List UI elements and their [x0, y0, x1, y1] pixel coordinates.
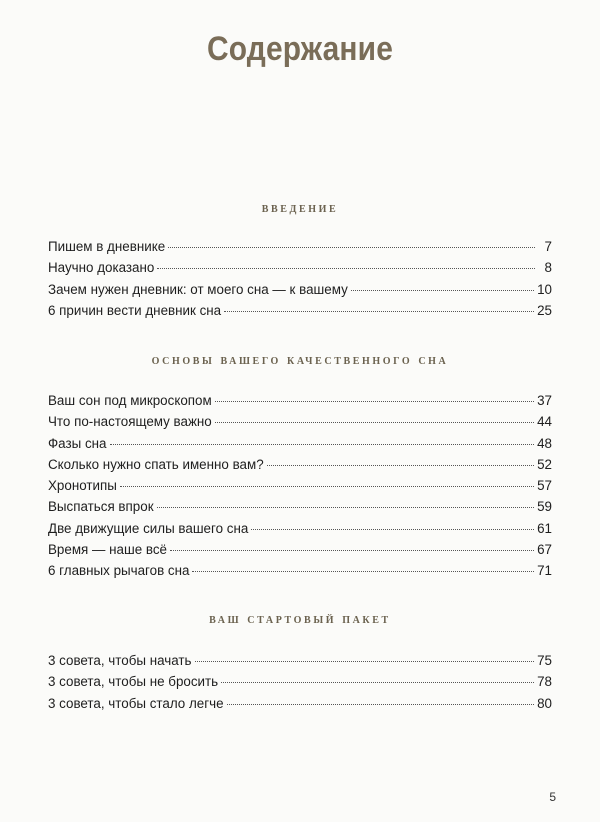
- section-heading: введение: [261, 201, 339, 216]
- toc-entry: [48, 411, 552, 432]
- toc-entry: [48, 475, 552, 496]
- toc-entry-title: Хронотипы: [48, 478, 117, 494]
- toc-entry-title: Сколько нужно спать именно вам?: [48, 456, 264, 472]
- toc-entry-title: 3 совета, чтобы не бросить: [48, 674, 219, 690]
- dot-leader: [215, 422, 534, 423]
- toc-entry: [48, 560, 552, 581]
- dot-leader: [251, 529, 534, 530]
- toc-entry-page: 61: [537, 520, 552, 536]
- toc-entry-page: 25: [537, 302, 552, 318]
- dot-leader: [267, 465, 534, 466]
- toc-entry: [48, 257, 552, 278]
- toc-entry-page: 78: [537, 674, 552, 690]
- toc-entry-title: Пишем в дневнике: [48, 239, 166, 254]
- toc-entry-page: 80: [537, 695, 552, 711]
- toc-entry-page: 10: [537, 281, 552, 297]
- toc-entry-title: 3 совета, чтобы стало легче: [48, 695, 224, 711]
- toc-entry-title: Фазы сна: [48, 435, 107, 451]
- toc-entry: [48, 433, 552, 454]
- toc-entry: [48, 279, 552, 300]
- toc-entry: [48, 454, 552, 475]
- dot-leader: [157, 507, 535, 508]
- dot-leader: [168, 247, 535, 248]
- dot-leader: [215, 401, 534, 402]
- dot-leader: [120, 486, 534, 487]
- toc-entry-title: Две движущие силы вашего сна: [48, 520, 249, 536]
- toc-entry-page: 37: [537, 393, 552, 408]
- toc-section-starter-pack: [48, 609, 552, 714]
- toc-entry: [48, 390, 552, 411]
- toc-entry-title: Ваш сон под микроскопом: [48, 393, 212, 408]
- dot-leader: [192, 571, 534, 572]
- toc-entry-title: 3 совета, чтобы начать: [48, 653, 192, 668]
- toc-entry-page: 52: [537, 456, 552, 472]
- toc-entry-page: 48: [537, 435, 552, 451]
- dot-leader: [227, 704, 535, 705]
- dot-leader: [170, 550, 534, 551]
- toc-section-introduction: [48, 198, 552, 321]
- toc-entry-title: 6 главных рычагов сна: [48, 563, 190, 579]
- toc-entry: [48, 518, 552, 539]
- toc-entry-page: 59: [537, 499, 552, 515]
- toc-entry-title: Что по-настоящему важно: [48, 414, 212, 430]
- toc-entry-page: 8: [544, 260, 552, 276]
- toc-entry-title: 6 причин вести дневник сна: [48, 302, 222, 318]
- dot-leader: [351, 290, 534, 291]
- toc-list: [48, 236, 552, 321]
- toc-section-basics: [48, 350, 552, 582]
- toc-entry-page: 44: [537, 414, 552, 430]
- toc-entry-title: Время — наше всё: [48, 542, 167, 558]
- dot-leader: [195, 661, 535, 662]
- dot-leader: [110, 444, 535, 445]
- toc-entry: [48, 300, 552, 321]
- toc-entry: [48, 539, 552, 560]
- toc-entry: [48, 693, 552, 714]
- toc-entry: [48, 671, 552, 692]
- dot-leader: [224, 311, 534, 312]
- dot-leader: [221, 682, 534, 683]
- toc-entry-page: 67: [537, 542, 552, 558]
- toc-list: [48, 650, 552, 714]
- toc-entry-page: 57: [537, 478, 552, 494]
- section-heading: ваш стартовый пакет: [209, 612, 391, 627]
- section-heading: основы вашего качественного сна: [151, 353, 449, 368]
- toc-entry: [48, 496, 552, 517]
- dot-leader: [157, 268, 535, 269]
- toc-list: [48, 390, 552, 582]
- toc-entry: [48, 650, 552, 671]
- toc-entry-page: 71: [537, 563, 552, 579]
- toc-entry-page: 75: [537, 653, 552, 668]
- page-title: Содержание: [206, 30, 394, 68]
- toc-entry-title: Научно доказано: [48, 260, 155, 276]
- page-number: 5: [549, 790, 556, 804]
- toc-entry-page: 7: [544, 239, 552, 254]
- toc-entry: [48, 236, 552, 257]
- toc-entry-title: Выспаться впрок: [48, 499, 154, 515]
- toc-entry-title: Зачем нужен дневник: от моего сна — к вашему: [48, 281, 348, 297]
